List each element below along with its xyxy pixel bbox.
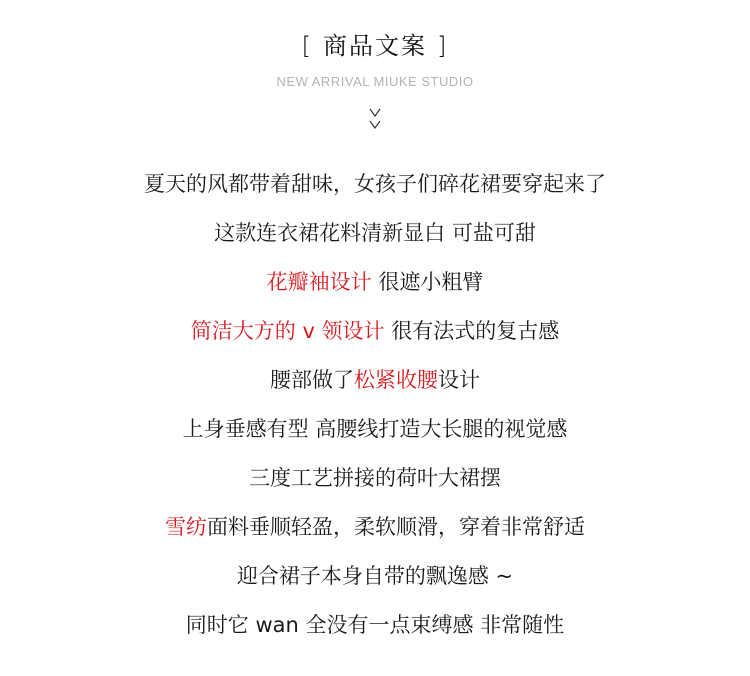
highlight-text: 花瓣袖设计 [266, 270, 372, 294]
copy-line [0, 266, 750, 315]
section-subtitle: NEW ARRIVAL MIUKE STUDIO [276, 74, 474, 89]
body-text: 面料垂顺轻盈，柔软顺滑，穿着非常舒适 [207, 515, 585, 539]
copy-line [0, 511, 750, 560]
body-text: 上身垂感有型 高腰线打造大长腿的视觉感 [182, 417, 568, 441]
highlight-text: 雪纺 [165, 515, 207, 539]
body-text: 夏天的风都带着甜味，女孩子们碎花裙要穿起来了 [144, 172, 606, 196]
copy-line [0, 315, 750, 364]
copy-line [0, 462, 750, 511]
copy-line [0, 560, 750, 609]
body-text: 迎合裙子本身自带的飘逸感 ~ [236, 564, 514, 588]
body-text: 腰部做了 [270, 368, 354, 392]
body-text: 三度工艺拼接的荷叶大裙摆 [249, 466, 501, 490]
section-title [0, 26, 750, 61]
body-text: 同时它 wan 全没有一点束缚感 非常随性 [185, 613, 565, 637]
body-text: 很有法式的复古感 [384, 319, 560, 343]
highlight-text: 简洁大方的 v 领设计 [190, 319, 385, 343]
highlight-text: 松紧收腰 [354, 368, 438, 392]
double-chevron-down-icon [365, 106, 385, 134]
body-text: 设计 [438, 368, 480, 392]
copy-line [0, 364, 750, 413]
copy-line [0, 609, 750, 658]
copy-line [0, 217, 750, 266]
bracket-left: [ [301, 32, 313, 60]
copy-line [0, 413, 750, 462]
copy-lines [0, 168, 750, 658]
body-text: 这款连衣裙花料清新显白 可盐可甜 [214, 221, 536, 245]
bracket-right: ] [437, 32, 449, 60]
title-text: 商品文案 [323, 32, 427, 60]
body-text: 很遮小粗臂 [371, 270, 484, 294]
copy-line [0, 168, 750, 217]
